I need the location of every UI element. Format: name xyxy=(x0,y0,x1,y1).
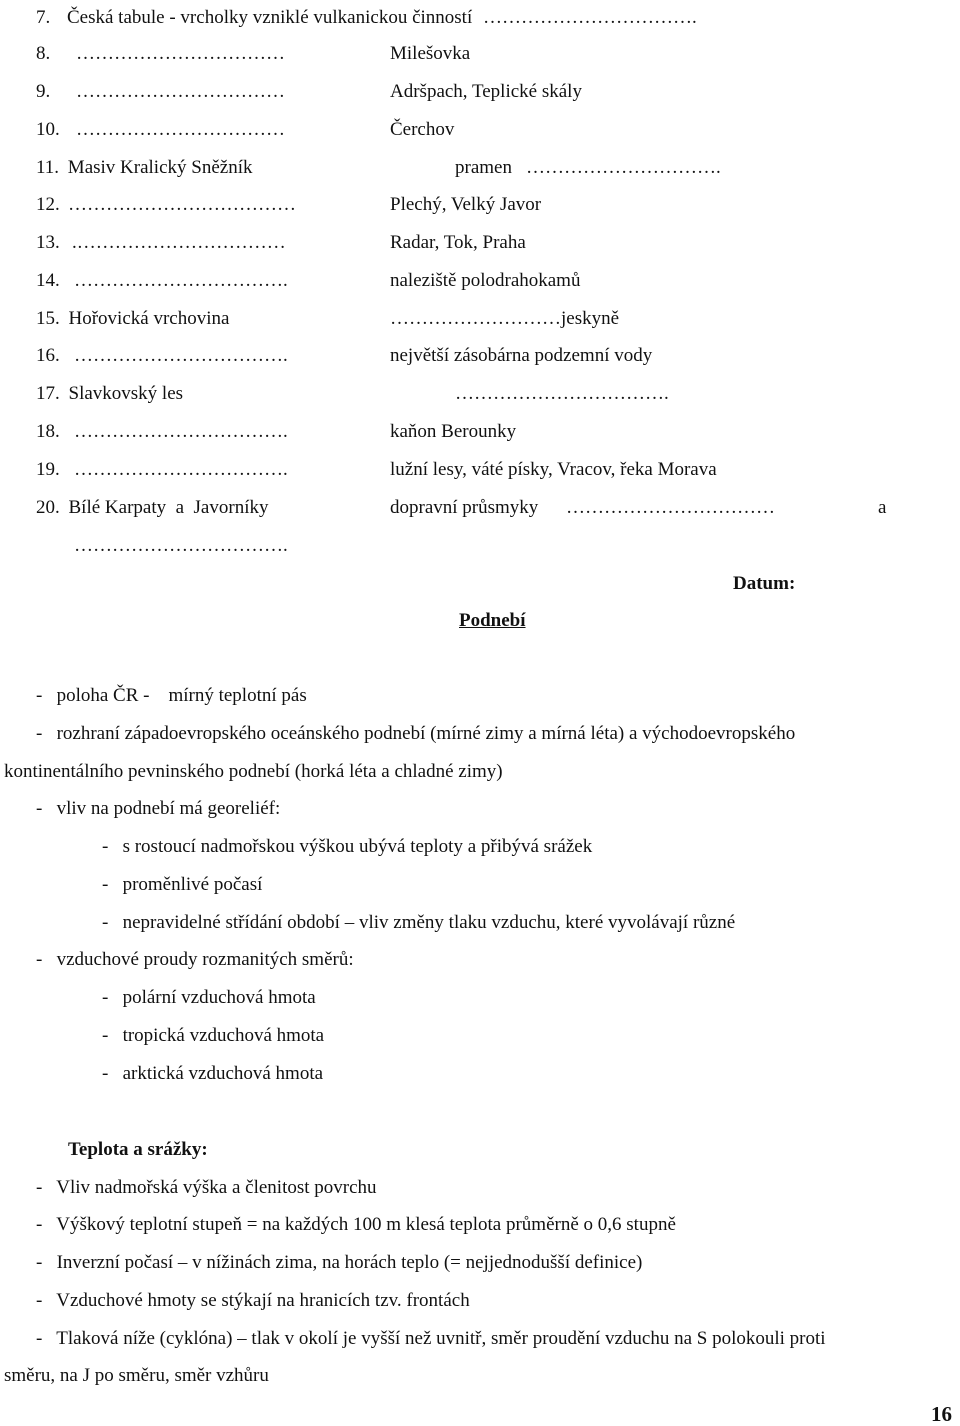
list-continuation-dots: ……………………………. xyxy=(74,535,288,556)
list-item-16 xyxy=(36,344,60,368)
section-title: Podnebí xyxy=(459,610,526,631)
item-dots: ……………………………. xyxy=(74,421,288,442)
item-number: 14. xyxy=(36,270,60,291)
list-item-19 xyxy=(36,458,60,482)
list-item-8 xyxy=(36,42,50,66)
climate-subline: - tropická vzduchová hmota xyxy=(102,1025,325,1046)
item-answer: pramen xyxy=(455,157,512,178)
item-dots: …………………………… xyxy=(566,497,775,518)
list-item-17 xyxy=(36,382,183,406)
item-number: 20. xyxy=(36,497,60,518)
item-tail: a xyxy=(878,497,887,518)
item-dots: ……………………………. xyxy=(482,7,697,28)
subheading: Teplota a srážky: xyxy=(68,1139,208,1160)
item-number: 12. xyxy=(36,194,60,215)
item-number: 11. xyxy=(36,157,60,178)
temp-line: - Vzduchové hmoty se stýkají na hranicích tzv. frontách xyxy=(36,1290,470,1311)
item-number: 18. xyxy=(36,421,60,442)
item-number: 16. xyxy=(36,345,60,366)
item-number: 9. xyxy=(36,81,51,102)
item-dots: …………………………… xyxy=(76,43,285,64)
item-text: Hořovická vrchovina xyxy=(68,308,230,329)
item-answer: kaňon Berounky xyxy=(390,421,517,442)
climate-line: kontinentálního pevninského podnebí (horká léta a chladné zimy) xyxy=(4,761,503,782)
item-dots: …………………………… xyxy=(76,81,285,102)
list-item-14 xyxy=(36,269,60,293)
item-number: 10. xyxy=(36,119,60,140)
item-dots: …………………………… xyxy=(76,119,285,140)
item-dots: ……………………………. xyxy=(74,345,288,366)
temp-line: - Výškový teplotní stupeň = na každých 100 m klesá teplota průměrně o 0,6 stupně xyxy=(36,1214,676,1235)
item-answer: Adršpach, Teplické skály xyxy=(390,81,582,102)
item-number: 13. xyxy=(36,232,60,253)
list-item-10 xyxy=(36,118,60,142)
item-answer: Čerchov xyxy=(390,119,455,140)
item-answer: Plechý, Velký Javor xyxy=(390,194,542,215)
item-answer: lužní lesy, váté písky, Vracov, řeka Morava xyxy=(390,459,717,480)
datum-label: Datum: xyxy=(733,573,796,594)
climate-line: - poloha ČR - mírný teplotní pás xyxy=(36,685,307,706)
list-item-20 xyxy=(36,496,268,520)
climate-subline: - polární vzduchová hmota xyxy=(102,987,316,1008)
list-item-15 xyxy=(36,307,229,331)
list-item-13 xyxy=(36,231,60,255)
item-number: 15. xyxy=(36,308,60,329)
item-text: Bílé Karpaty a Javorníky xyxy=(68,497,269,518)
item-dots: …………………………. xyxy=(526,157,721,178)
item-text: Česká tabule - vrcholky vzniklé vulkanickou činností xyxy=(67,7,473,28)
item-answer: dopravní průsmyky xyxy=(390,497,539,518)
climate-subline: - arktická vzduchová hmota xyxy=(102,1063,324,1084)
item-number: 7. xyxy=(36,7,51,28)
item-dots: .…………………………… xyxy=(72,232,286,253)
climate-subline: - proměnlivé počasí xyxy=(102,874,263,895)
item-answer: naleziště polodrahokamů xyxy=(390,270,581,291)
temp-line: - Tlaková níže (cyklóna) – tlak v okolí je vyšší než uvnitř, směr proudění vzduchu na S polokouli proti xyxy=(36,1328,826,1349)
item-dots: ……………………………. xyxy=(74,270,288,291)
item-dots: ……………………………. xyxy=(455,383,669,404)
page-number: 16 xyxy=(931,1402,952,1426)
item-text: Slavkovský les xyxy=(68,383,184,404)
list-item-11 xyxy=(36,156,252,180)
item-dots: ……………………………… xyxy=(68,194,296,215)
climate-line: - rozhraní západoevropského oceánského podnebí (mírné zimy a mírná léta) a východoevropského xyxy=(36,723,796,744)
temp-line: směru, na J po směru, směr vzhůru xyxy=(4,1365,269,1386)
temp-line: - Vliv nadmořská výška a členitost povrchu xyxy=(36,1177,377,1198)
list-item-12 xyxy=(36,193,60,217)
temp-line: - Inverzní počasí – v nížinách zima, na horách teplo (= nejjednodušší definice) xyxy=(36,1252,643,1273)
item-answer: největší zásobárna podzemní vody xyxy=(390,345,653,366)
climate-subline: - nepravidelné střídání období – vliv změny tlaku vzduchu, které vyvolávají různé xyxy=(102,912,736,933)
item-text: Masiv Kralický Sněžník xyxy=(67,157,253,178)
item-answer: Radar, Tok, Praha xyxy=(390,232,526,253)
item-number: 19. xyxy=(36,459,60,480)
climate-line: - vliv na podnebí má georeliéf: xyxy=(36,798,281,819)
list-item-7 xyxy=(36,6,697,30)
item-answer: Milešovka xyxy=(390,43,471,64)
list-item-18 xyxy=(36,420,60,444)
item-answer: ………………………jeskyně xyxy=(390,308,620,329)
climate-subline: - s rostoucí nadmořskou výškou ubývá teploty a přibývá srážek xyxy=(102,836,593,857)
item-dots: ……………………………. xyxy=(74,459,288,480)
list-item-9 xyxy=(36,80,50,104)
item-number: 17. xyxy=(36,383,60,404)
item-number: 8. xyxy=(36,43,51,64)
climate-line: - vzduchové proudy rozmanitých směrů: xyxy=(36,949,354,970)
